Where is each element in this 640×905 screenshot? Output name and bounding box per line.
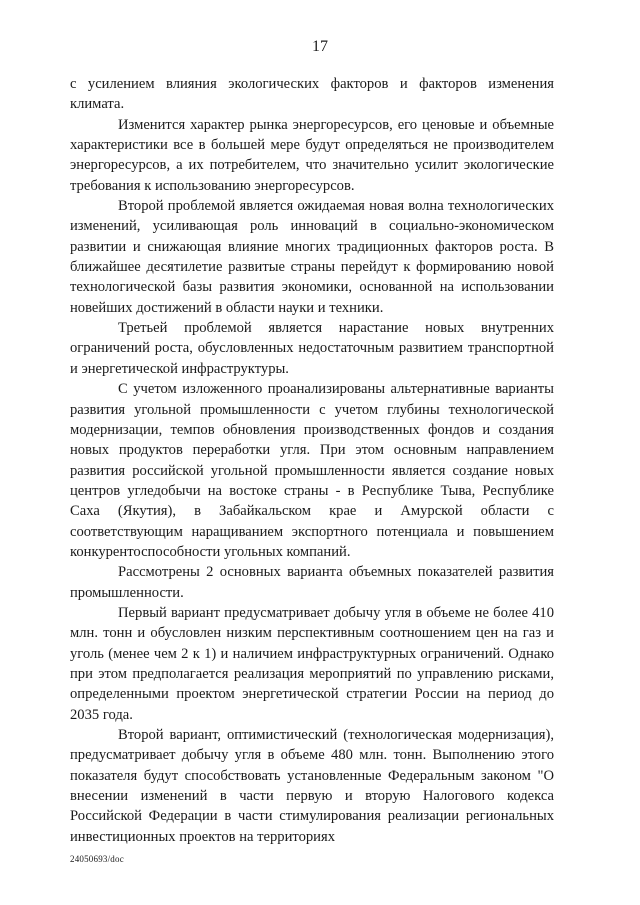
paragraph-7: Первый вариант предусматривает добычу угля в объеме не более 410 млн. тонн и обусловлен низким перспективным соотношением цен на газ и уголь (менее чем 2 к 1) и наличием инфраструктурных ограничений. Однако при этом предполагается реализация мероприятий по управлению рисками, определенными проектом энергетической стратегии России на период до 2035 года. xyxy=(70,604,554,723)
paragraph-3: Второй проблемой является ожидаемая новая волна технологических изменений, усиливающая роль инноваций в социально-экономическом развитии и снижающая влияние многих традиционных факторов роста. В ближайшее десятилетие развитые страны перейдут к формированию новой технологической базы развития экономики, основанной на использовании новейших достижений в области науки и техники. xyxy=(70,198,554,316)
paragraph-2: Изменится характер рынка энергоресурсов, его ценовые и объемные характеристики все в большей мере будут определяться не производителем энергоресурсов, а их потребителем, что значительно усилит экологические требования к использованию энергоресурсов. xyxy=(70,116,554,194)
paragraph-8: Второй вариант, оптимистический (технологическая модернизация), предусматривает добычу угля в объеме 480 млн. тонн. Выполнению этого показателя будут способствовать установленные Федеральным законом "О внесении изменений в части первую и вторую Налогового кодекса Российской Федерации в части стимулирования реализации региональных инвестиционных проектов на территориях xyxy=(70,727,554,845)
paragraph-5: С учетом изложенного проанализированы альтернативные варианты развития угольной промышленности с учетом глубины технологической модернизации, темпов обновления производственных фондов и создания новых продуктов переработки угля. При этом основным направлением развития российской угольной промышленности является создание новых центров угледобычи на востоке страны - в Республике Тыва, Республике Саха (Якутия), в Забайкальском крае и Амурской области с соответствующим наращиванием экспортного потенциала и повышением конкурентоспособности угольных компаний. xyxy=(70,381,554,560)
paragraph-4: Третьей проблемой является нарастание новых внутренних ограничений роста, обусловленных недостаточным развитием транспортной и энергетической инфраструктуры. xyxy=(70,320,554,377)
paragraph-6: Рассмотрены 2 основных варианта объемных показателей развития промышленности. xyxy=(70,564,554,601)
document-code: 24050693/doc xyxy=(70,854,124,864)
paragraph-1: с усилением влияния экологических факторов и факторов изменения климата. xyxy=(70,76,554,113)
body-text xyxy=(70,74,554,847)
page-number: 17 xyxy=(312,38,328,55)
